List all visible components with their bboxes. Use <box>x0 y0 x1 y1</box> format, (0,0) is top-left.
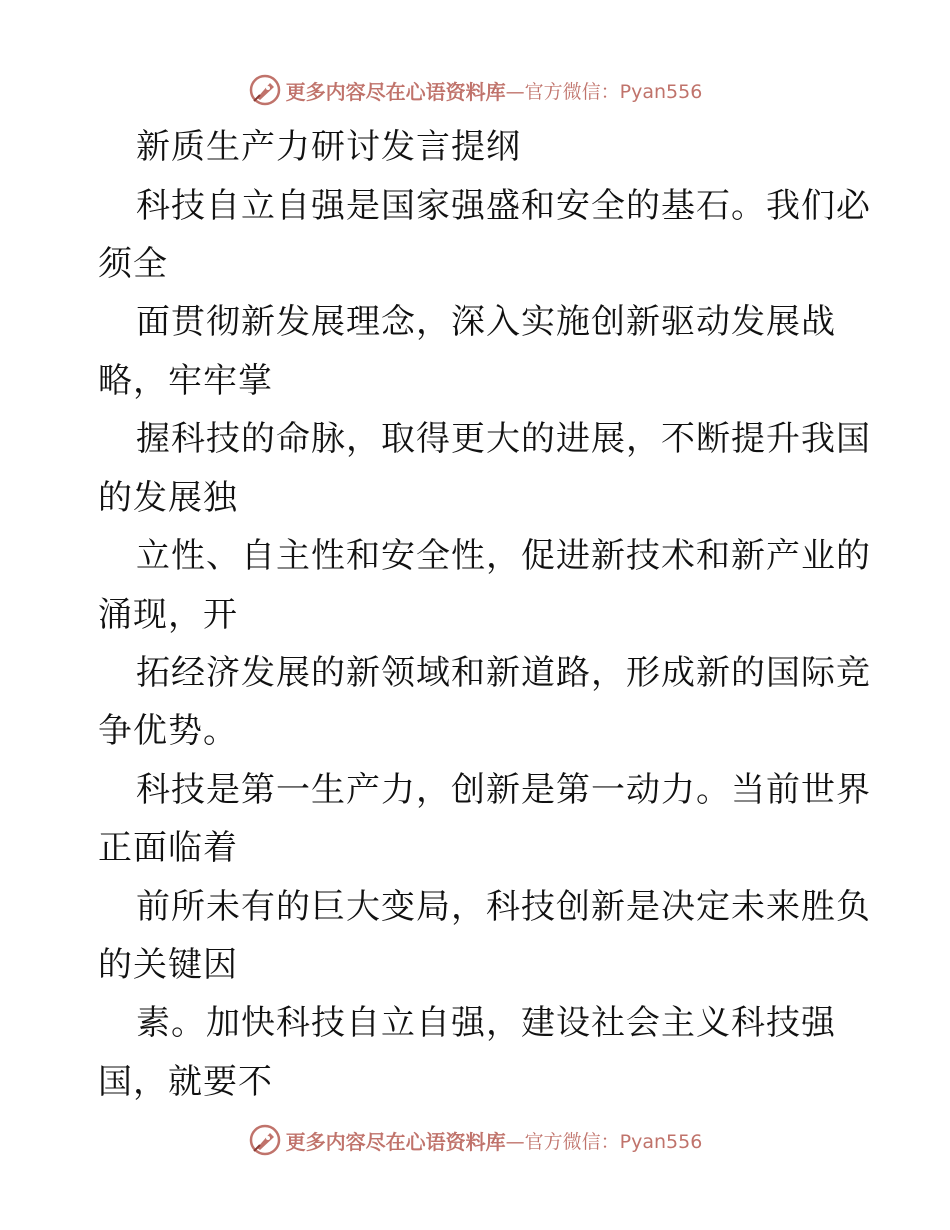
document-line: 面贯彻新发展理念，深入实施创新驱动发展战 <box>136 302 836 342</box>
header-brand-text: 更多内容尽在心语资料库 <box>285 79 506 104</box>
header-watermark <box>0 70 950 110</box>
document-line: 科技自立自强是国家强盛和安全的基石。我们必 <box>136 186 871 226</box>
document-line: 争优势。 <box>98 711 238 751</box>
document-line: 的发展独 <box>98 478 238 518</box>
document-title: 新质生产力研讨发言提纲 <box>136 127 521 167</box>
document-line: 的关键因 <box>98 945 238 985</box>
document-line: 须全 <box>98 244 168 284</box>
document-line: 前所未有的巨大变局，科技创新是决定未来胜负 <box>136 887 871 927</box>
document-line: 正面临着 <box>98 828 238 868</box>
pen-nib-logo-icon <box>248 1123 282 1157</box>
document-line: 素。加快科技自立自强，建设社会主义科技强 <box>136 1003 836 1043</box>
document-line: 拓经济发展的新领域和新道路，形成新的国际竞 <box>136 653 871 693</box>
footer-watermark <box>0 1120 950 1160</box>
footer-brand-text: 更多内容尽在心语资料库 <box>285 1129 506 1154</box>
document-line: 科技是第一生产力，创新是第一动力。当前世界 <box>136 770 871 810</box>
pen-nib-logo-icon <box>248 73 282 107</box>
footer-wechat-text: —官方微信：Pyan556 <box>505 1130 703 1153</box>
document-line: 略，牢牢掌 <box>98 361 273 401</box>
header-wechat-text: —官方微信：Pyan556 <box>505 80 703 103</box>
document-line: 涌现，开 <box>98 595 238 635</box>
document-line: 握科技的命脉，取得更大的进展，不断提升我国 <box>136 419 871 459</box>
document-line: 立性、自主性和安全性，促进新技术和新产业的 <box>136 536 871 576</box>
document-line: 国，就要不 <box>98 1062 273 1102</box>
